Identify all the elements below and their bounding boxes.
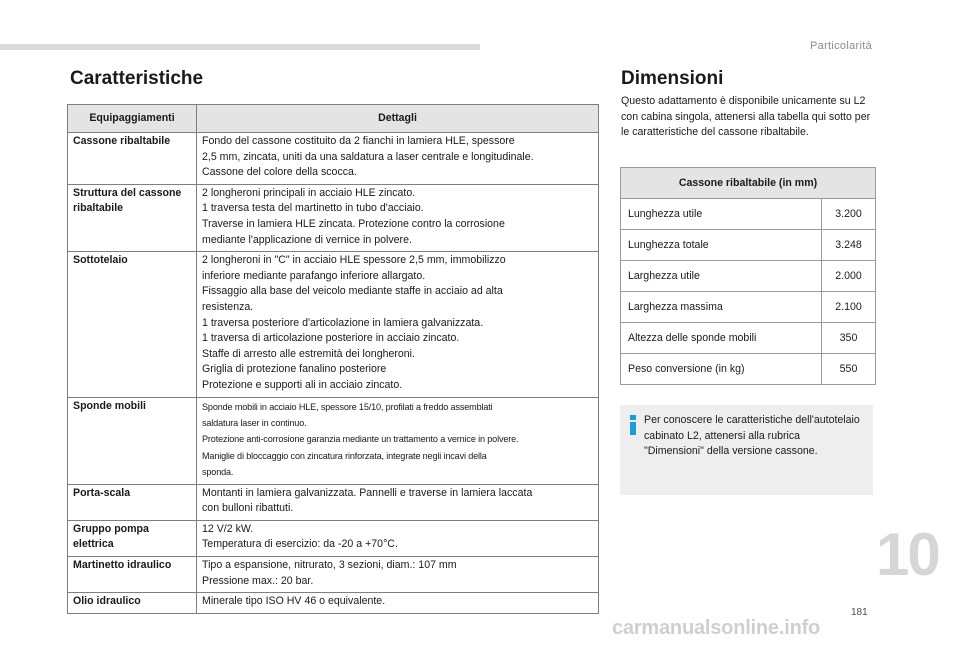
dimension-label: Larghezza utile bbox=[621, 261, 822, 292]
chapter-number: 10 bbox=[876, 521, 939, 588]
equipment-name: Gruppo pompa elettrica bbox=[68, 520, 197, 556]
equipment-details bbox=[197, 252, 599, 397]
detail-line: Tipo a espansione, nitrurato, 3 sezioni, diam.: 107 mm bbox=[202, 558, 457, 571]
equipment-name: Sottotelaio bbox=[68, 252, 197, 397]
header-details: Dettagli bbox=[197, 105, 599, 133]
table-row bbox=[68, 484, 599, 520]
dimension-label: Larghezza massima bbox=[621, 292, 822, 323]
table-row bbox=[68, 556, 599, 592]
detail-line: 2 longheroni in "C" in acciaio HLE spessore 2,5 mm, immobilizzo bbox=[202, 254, 506, 267]
detail-line: Cassone del colore della scocca. bbox=[202, 166, 357, 179]
detail-line: inferiore mediante parafango inferiore allargato. bbox=[202, 269, 426, 282]
detail-line: Minerale tipo ISO HV 46 o equivalente. bbox=[202, 595, 386, 608]
table-row bbox=[621, 292, 876, 323]
dimension-value: 2.100 bbox=[822, 292, 876, 323]
detail-line: Protezione e supporti ali in acciaio zincato. bbox=[202, 378, 403, 391]
table-row bbox=[68, 593, 599, 614]
equipment-name: Olio idraulico bbox=[68, 593, 197, 614]
page-number: 181 bbox=[851, 607, 868, 618]
table-row bbox=[68, 252, 599, 397]
dimensions-table-body bbox=[621, 199, 876, 385]
detail-line: 1 traversa testa del martinetto in tubo d'acciaio. bbox=[202, 202, 424, 215]
watermark: carmanualsonline.info bbox=[612, 617, 821, 639]
detail-line: Fissaggio alla base del veicolo mediante staffe in acciaio ad alta bbox=[202, 285, 503, 298]
detail-line: sponda. bbox=[202, 467, 234, 478]
dimension-label: Peso conversione (in kg) bbox=[621, 354, 822, 385]
section-header: Particolarità bbox=[810, 40, 872, 52]
table-row bbox=[621, 230, 876, 261]
detail-line: 12 V/2 kW. bbox=[202, 522, 254, 535]
equipment-details bbox=[197, 397, 599, 484]
dimensions-intro: Questo adattamento è disponibile unicamente su L2 con cabina singola, attenersi alla tabella qui sotto per le caratteristiche del cassone ribaltabile. bbox=[621, 95, 871, 139]
dimension-value: 2.000 bbox=[822, 261, 876, 292]
equipment-details bbox=[197, 184, 599, 251]
table-row bbox=[68, 520, 599, 556]
detail-line: Temperatura di esercizio: da -20 a +70°C. bbox=[202, 538, 398, 551]
table-row bbox=[68, 184, 599, 251]
table-row bbox=[68, 133, 599, 185]
dimensions-title: Dimensioni bbox=[621, 68, 724, 89]
equipment-name: Sponde mobili bbox=[68, 397, 197, 484]
info-text: Per conoscere le caratteristiche dell'autotelaio cabinato L2, attenersi alla rubrica "Dimensioni" della versione cassone. bbox=[644, 414, 860, 458]
equipment-details bbox=[197, 520, 599, 556]
equipment-name: Porta-scala bbox=[68, 484, 197, 520]
equipment-details bbox=[197, 484, 599, 520]
dimensions-table bbox=[620, 167, 876, 385]
dimension-label: Lunghezza utile bbox=[621, 199, 822, 230]
detail-line: Staffe di arresto alle estremità dei longheroni. bbox=[202, 347, 415, 360]
characteristics-title: Caratteristiche bbox=[70, 68, 204, 89]
equipment-details bbox=[197, 556, 599, 592]
table-row bbox=[621, 261, 876, 292]
detail-line: saldatura laser in continuo. bbox=[202, 417, 307, 428]
table-row bbox=[621, 323, 876, 354]
detail-line: 1 traversa posteriore d'articolazione in lamiera galvanizzata. bbox=[202, 316, 484, 329]
equipment-name: Struttura del cassone ribaltabile bbox=[68, 184, 197, 251]
detail-line: 1 traversa di articolazione posteriore in acciaio zincato. bbox=[202, 332, 460, 345]
detail-line: Fondo del cassone costituito da 2 fianchi in lamiera HLE, spessore bbox=[202, 135, 515, 147]
info-note bbox=[620, 405, 873, 495]
detail-line: con bulloni ribattuti. bbox=[202, 502, 294, 515]
detail-line: Pressione max.: 20 bar. bbox=[202, 574, 314, 587]
detail-line: resistenza. bbox=[202, 300, 254, 313]
dimension-value: 550 bbox=[822, 354, 876, 385]
equipment-name: Cassone ribaltabile bbox=[68, 133, 197, 185]
detail-line: 2,5 mm, zincata, uniti da una saldatura a laser centrale e longitudinale. bbox=[202, 150, 534, 163]
table-row bbox=[68, 397, 599, 484]
detail-line: Maniglie di bloccaggio con zincatura rinforzata, integrate negli incavi della bbox=[202, 450, 487, 461]
dimension-label: Altezza delle sponde mobili bbox=[621, 323, 822, 354]
dimensions-table-header bbox=[621, 168, 876, 199]
dimension-value: 350 bbox=[822, 323, 876, 354]
detail-line: Griglia di protezione fanalino posteriore bbox=[202, 363, 387, 376]
equipment-details bbox=[197, 133, 599, 185]
dimension-value: 3.200 bbox=[822, 199, 876, 230]
table-row bbox=[621, 354, 876, 385]
equipment-table bbox=[67, 104, 599, 614]
dimension-label: Lunghezza totale bbox=[621, 230, 822, 261]
equipment-details bbox=[197, 593, 599, 614]
equipment-table-header bbox=[68, 105, 599, 133]
detail-line: Montanti in lamiera galvanizzata. Pannelli e traverse in lamiera laccata bbox=[202, 486, 533, 499]
equipment-table-body bbox=[68, 133, 599, 614]
detail-line: Traverse in lamiera HLE zincata. Protezione contro la corrosione bbox=[202, 217, 505, 230]
top-divider-bar bbox=[0, 44, 480, 50]
detail-line: 2 longheroni principali in acciaio HLE zincato. bbox=[202, 186, 416, 199]
detail-line: mediante l'applicazione di vernice in polvere. bbox=[202, 233, 412, 246]
equipment-name: Martinetto idraulico bbox=[68, 556, 197, 592]
detail-line: Sponde mobili in acciaio HLE, spessore 15/10, profilati a freddo assemblati bbox=[202, 401, 493, 412]
table-row bbox=[621, 199, 876, 230]
header-equipment: Equipaggiamenti bbox=[68, 105, 197, 133]
detail-line: Protezione anti-corrosione garanzia mediante un trattamento a vernice in polvere. bbox=[202, 434, 519, 445]
info-icon bbox=[626, 415, 640, 435]
dimension-value: 3.248 bbox=[822, 230, 876, 261]
dimensions-header: Cassone ribaltabile (in mm) bbox=[621, 168, 876, 199]
